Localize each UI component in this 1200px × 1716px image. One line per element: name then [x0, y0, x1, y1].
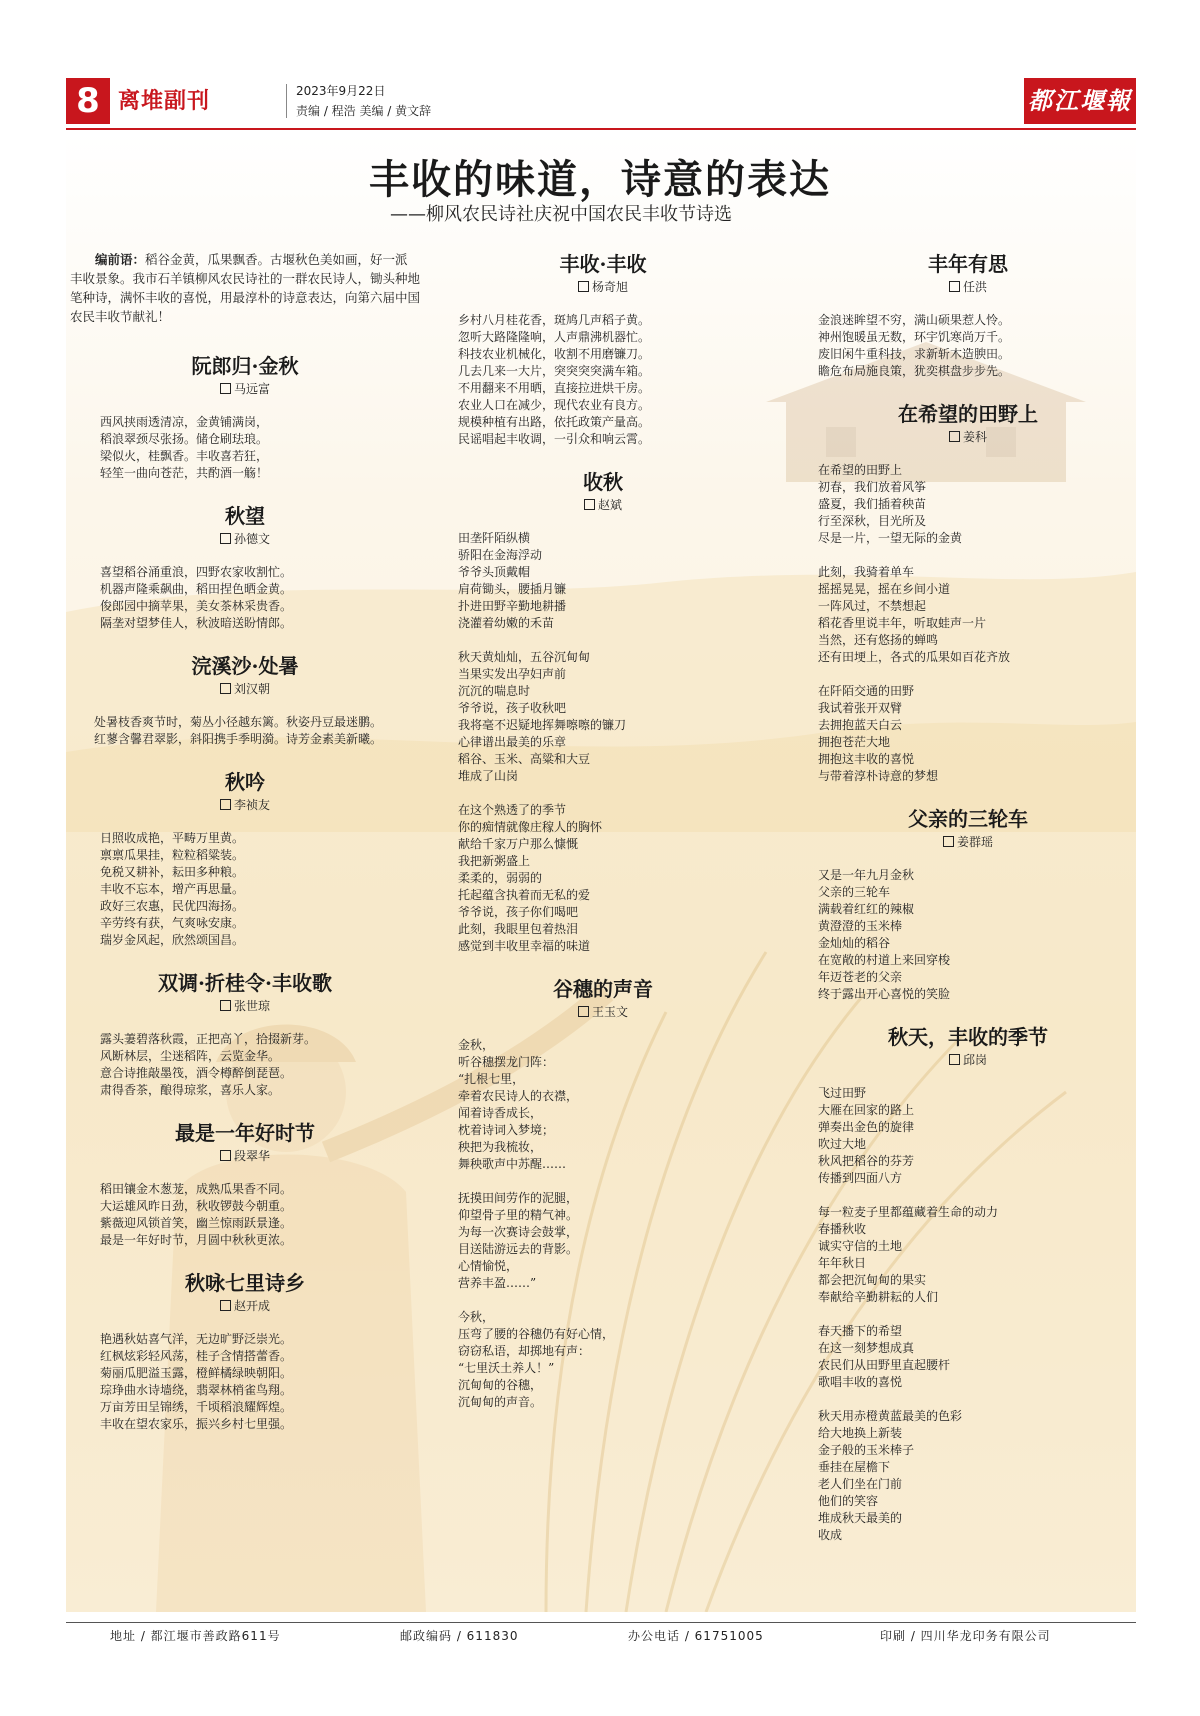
poem-author: 孙德文: [70, 530, 420, 548]
footer-address: 地址 / 都江堰市善政路611号: [110, 1629, 281, 1643]
poem-line: 堆成秋天最美的: [818, 1511, 903, 1525]
poem-line: 奉献给辛勤耕耘的人们: [818, 1290, 939, 1304]
poem: [818, 1023, 1118, 1544]
poem-title: 收秋: [583, 470, 623, 494]
poem-author: 任洪: [818, 278, 1118, 296]
poem-line: 神州饱暖虽无数，环宇饥寒尚万千。: [818, 330, 1011, 344]
poem-line: 他们的笑容: [818, 1494, 879, 1508]
poem-line: 父亲的三轮车: [818, 885, 891, 899]
poem-line: 禀禀瓜果挂，粒粒稻粱装。: [100, 848, 245, 862]
poem-body: [70, 1331, 420, 1433]
poem-line: 满载着红红的辣椒: [818, 902, 915, 916]
poem-line: 黄澄澄的玉米棒: [818, 919, 903, 933]
poem-line: 爷爷头顶戴帽: [458, 565, 531, 579]
poem-line: 终于露出开心喜悦的笑脸: [818, 987, 951, 1001]
poem-line: 目送陆游远去的背影。: [458, 1242, 579, 1256]
poem-line: 西风挟雨透清凉，金黄铺满岗，: [100, 415, 269, 429]
poem: [70, 768, 420, 949]
poem-line: 风断林层，尘迷稻阵，云览金华。: [100, 1049, 281, 1063]
poem-line: 抚摸田间劳作的泥腿，: [458, 1191, 579, 1205]
poem-line: 爷爷说，孩子你们喝吧: [458, 905, 579, 919]
poem-line: 不用翻来不用晒，直接拉进烘干房。: [458, 381, 651, 395]
column-middle: [458, 250, 748, 1431]
article-title: 丰收的味道，诗意的表达: [369, 156, 831, 203]
page-number: 8: [66, 78, 110, 124]
poem-line: 浇灌着幼嫩的禾苗: [458, 616, 555, 630]
poem-line: 弹奏出金色的旋律: [818, 1120, 915, 1134]
poem-line: 丰收不忘本，增产再思量。: [100, 882, 245, 896]
poem: [70, 1119, 420, 1249]
poem-body: [70, 1031, 420, 1099]
poem-line: 沉甸甸的声音。: [458, 1395, 543, 1409]
poem-line: 农民们从田野里直起腰杆: [818, 1358, 951, 1372]
poem-line: 老人们坐在门前: [818, 1477, 903, 1491]
poem: [458, 250, 748, 448]
poem-author: 王玉文: [458, 1003, 748, 1021]
poem-line: 规模种植有出路，依托政策产量高。: [458, 415, 651, 429]
poem-line: 传播到四面八方: [818, 1171, 903, 1185]
poem: [458, 468, 748, 955]
poem-line: 扑进田野辛勤地耕播: [458, 599, 567, 613]
poem-title: 阮郎归·金秋: [191, 354, 299, 378]
poem-author: 马远富: [70, 380, 420, 398]
poem-line: 紫薇迎风锁首笑，幽兰惊雨跃景逢。: [100, 1216, 293, 1230]
poem-line: 感觉到丰收里幸福的味道: [458, 939, 591, 953]
poem-author: 赵开成: [70, 1297, 420, 1315]
poem-line: 此刻，我骑着单车: [818, 565, 915, 579]
poem-line: 金灿灿的稻谷: [818, 936, 891, 950]
poem-line: 处暑枝香爽节时，菊丛小径越东篱。秋姿丹豆最迷鹏。: [94, 715, 383, 729]
poem-line: 当然，还有悠扬的蝉鸣: [818, 633, 939, 647]
poem-title: 秋吟: [225, 770, 265, 794]
poem-line: 年年秋日: [818, 1256, 867, 1270]
poem-line: 去拥抱蓝天白云: [818, 718, 903, 732]
poem-line: 垂挂在屋檐下: [818, 1460, 891, 1474]
poem-line: 大雁在回家的路上: [818, 1103, 915, 1117]
poem-line: 秋风把稻谷的芬芳: [818, 1154, 915, 1168]
poem-title: 丰收·丰收: [559, 252, 647, 276]
poem-line: 今秋，: [458, 1310, 495, 1324]
footer-postcode: 邮政编码 / 611830: [400, 1629, 519, 1643]
poem-line: 隔垄对望梦佳人，秋波暗送盼情郎。: [100, 616, 293, 630]
poem-line: 舞秧歌声中苏醒……: [458, 1157, 567, 1171]
poem-line: 春播秋收: [818, 1222, 867, 1236]
column-left: [70, 250, 420, 1453]
poem-author: 李祯友: [70, 796, 420, 814]
poem-author: 段翠华: [70, 1147, 420, 1165]
poem-line: 与带着淳朴诗意的梦想: [818, 769, 939, 783]
editor-note-text: 稻谷金黄，瓜果飘香。古堰秋色美如画，好一派丰收景象。我市石羊镇柳风农民诗社的一群农民诗人，锄头种地笔种诗，满怀丰收的喜悦，用最淳朴的诗意表达，向第六届中国农民丰收节献礼！: [70, 252, 421, 324]
stanza-break: [458, 1292, 748, 1309]
poem-line: 此刻，我眼里包着热泪: [458, 922, 579, 936]
poem-line: 艳遇秋姑喜气洋，无边旷野泛崇光。: [100, 1332, 293, 1346]
poem: [70, 652, 420, 748]
poem-body: [818, 867, 1118, 1003]
poem: [70, 502, 420, 632]
poem-line: 当果实发出孕妇声前: [458, 667, 567, 681]
poem-line: “七里沃土养人！”: [458, 1361, 555, 1375]
poem-line: 田垄阡陌纵横: [458, 531, 531, 545]
editors: 责编 / 程浩 美编 / 黄文辞: [296, 104, 432, 118]
poem-line: 骄阳在金海浮动: [458, 548, 543, 562]
poem-line: 爷爷说，孩子收秋吧: [458, 701, 567, 715]
poem-line: 菊丽瓜肥溢玉露，橙鲜橘绿映朝阳。: [100, 1366, 293, 1380]
poem-line: 沉甸甸的谷穗，: [458, 1378, 543, 1392]
poem-list-middle: [458, 250, 748, 1411]
footer-printer: 印刷 / 四川华龙印务有限公司: [880, 1629, 1051, 1643]
poem-line: 沉沉的喘息时: [458, 684, 531, 698]
poem-line: 辛劳终有获，气爽咏安康。: [100, 916, 245, 930]
poem-body: [70, 830, 420, 949]
poem-line: “扎根七里，: [458, 1072, 525, 1086]
poem-line: 红蓼含馨君翠影，斜阳携手季明漪。诗芳金素美新曦。: [94, 732, 383, 746]
poem-line: 稻花香里说丰年，听取蛙声一片: [818, 616, 987, 630]
poem-line: 农业人口在减少，现代农业有良方。: [458, 398, 651, 412]
poem-line: 营养丰盈……”: [458, 1276, 537, 1290]
poem-author: 杨奇旭: [458, 278, 748, 296]
poem-line: 在这个熟透了的季节: [458, 803, 567, 817]
stanza-break: [818, 547, 1118, 564]
poem-line: 行至深秋，目光所及: [818, 514, 927, 528]
poem-body: [70, 414, 420, 482]
poem-line: 日照收成艳，平畴万里黄。: [100, 831, 245, 845]
poem-line: 瑞岁金风起，欣然颂国昌。: [100, 933, 245, 947]
poem-line: 几去几来一大片，突突突突满车箱。: [458, 364, 651, 378]
poem-line: 我试着张开双臂: [818, 701, 903, 715]
poem-list-right: [818, 250, 1118, 1544]
poem-body: [818, 462, 1118, 785]
poem-line: 在希望的田野上: [818, 463, 903, 477]
poem-line: 你的痴情就像庄稼人的胸怀: [458, 820, 603, 834]
article-subtitle: ——柳风农民诗社庆祝中国农民丰收节诗选: [390, 204, 732, 225]
poem-title: 父亲的三轮车: [908, 807, 1028, 831]
stanza-break: [458, 785, 748, 802]
poem-author: 赵斌: [458, 496, 748, 514]
poem-line: 大运雄风昨日劲，秋收锣鼓今朝重。: [100, 1199, 293, 1213]
poem-line: 都会把沉甸甸的果实: [818, 1273, 927, 1287]
poem-line: 年迈苍老的父亲: [818, 970, 903, 984]
stanza-break: [458, 632, 748, 649]
poem-body: [70, 1181, 420, 1249]
poem-line: 我把新粥盛上: [458, 854, 531, 868]
poem-title: 丰年有思: [928, 252, 1008, 276]
poem-line: 托起蕴含执着而无私的爱: [458, 888, 591, 902]
poem-author: 邱岗: [818, 1051, 1118, 1069]
header-divider: [286, 84, 287, 118]
poem-line: 闻着诗香成长，: [458, 1106, 543, 1120]
poem-line: 我将毫不迟疑地挥舞嚓嚓的镰刀: [458, 718, 627, 732]
poem-title: 在希望的田野上: [898, 402, 1038, 426]
poem-line: 乡村八月桂花香，斑鸠几声稻子黄。: [458, 313, 651, 327]
poem-title: 最是一年好时节: [175, 1121, 315, 1145]
poem-body: [70, 714, 420, 748]
poem-line: 拥抱这丰收的喜悦: [818, 752, 915, 766]
poem-author: 张世琼: [70, 997, 420, 1015]
poem-body: [458, 1037, 748, 1411]
poem-title: 谷穗的声音: [553, 977, 653, 1001]
poem-body: [70, 564, 420, 632]
poem-line: 为每一次赛诗会鼓掌，: [458, 1225, 579, 1239]
poem-line: 春天播下的希望: [818, 1324, 903, 1338]
poem-line: 给大地换上新装: [818, 1426, 903, 1440]
poem-author: 姜群瑶: [818, 833, 1118, 851]
poem-line: 忽听大路隆隆响，人声鼎沸机器忙。: [458, 330, 651, 344]
poem-line: 金浪迷眸望不穷，满山硕果惹人怜。: [818, 313, 1011, 327]
poem: [818, 250, 1118, 380]
poem-line: 肃得香茶，酿得琼浆，喜乐人家。: [100, 1083, 281, 1097]
poem-line: 听谷穗摆龙门阵：: [458, 1055, 555, 1069]
poem-line: 金子般的玉米棒子: [818, 1443, 915, 1457]
poem-line: 在阡陌交通的田野: [818, 684, 915, 698]
poem-title: 秋天，丰收的季节: [888, 1025, 1048, 1049]
poem-line: 秧把为我梳妆，: [458, 1140, 543, 1154]
issue-date: 2023年9月22日: [296, 84, 386, 98]
poem-body: [458, 312, 748, 448]
poem-line: 红枫炫彩轻风荡，桂子含情搭蕾香。: [100, 1349, 293, 1363]
poem-line: 喜望稻谷涌重浪，四野农家收割忙。: [100, 565, 293, 579]
poem-line: 稻谷、玉米、高粱和大豆: [458, 752, 591, 766]
poem-line: 一阵风过，不禁想起: [818, 599, 927, 613]
column-right: [818, 250, 1118, 1564]
poem-line: 诚实守信的土地: [818, 1239, 903, 1253]
poem-line: 心律谱出最美的乐章: [458, 735, 567, 749]
stanza-break: [818, 1306, 1118, 1323]
poem-line: 金秋，: [458, 1038, 495, 1052]
poem-line: 民谣唱起丰收调，一引众和响云霄。: [458, 432, 651, 446]
stanza-break: [818, 1187, 1118, 1204]
poem-line: 每一粒麦子里都蕴藏着生命的动力: [818, 1205, 999, 1219]
poem-line: 尽是一片，一望无际的金黄: [818, 531, 963, 545]
poem-line: 琮琤曲水诗墙绕，翡翠林梢雀鸟翔。: [100, 1383, 293, 1397]
poem: [818, 400, 1118, 785]
poem-line: 窃窃私语，却掷地有声：: [458, 1344, 591, 1358]
poem-line: 丰收在望农家乐，振兴乡村七里强。: [100, 1417, 293, 1431]
poem-line: 瞻危布局施良策，犹奕棋盘步步先。: [818, 364, 1011, 378]
poem-line: 科技农业机械化，收割不用磨镰刀。: [458, 347, 651, 361]
poem-line: 废旧闲牛重科技，求新斩木造腴田。: [818, 347, 1011, 361]
poem: [458, 975, 748, 1411]
poem-line: 摇摇晃晃，摇在乡间小道: [818, 582, 951, 596]
poem-title: 秋咏七里诗乡: [185, 1271, 305, 1295]
poem-body: [818, 312, 1118, 380]
poem-line: 秋天黄灿灿，五谷沉甸甸: [458, 650, 591, 664]
poem-list-left: [70, 352, 420, 1433]
poem-title: 双调·折桂令·丰收歌: [158, 971, 332, 995]
poem-line: 吹过大地: [818, 1137, 867, 1151]
poem-body: [458, 530, 748, 955]
poem-author: 姜科: [818, 428, 1118, 446]
poem-line: 收成: [818, 1528, 843, 1542]
poem: [70, 352, 420, 482]
footer-rule: [66, 1622, 1136, 1623]
stanza-break: [818, 1391, 1118, 1408]
poem: [70, 1269, 420, 1433]
poem-line: 免税又耕补，耘田多种粮。: [100, 865, 245, 879]
poem-title: 秋望: [225, 504, 265, 528]
stanza-break: [458, 1173, 748, 1190]
poem-line: 还有田埂上，各式的瓜果如百花齐放: [818, 650, 1011, 664]
poem-line: 拥抱苍茫大地: [818, 735, 891, 749]
poem-line: 仰望骨子里的精气神。: [458, 1208, 579, 1222]
editor-note-label: 编前语：: [95, 252, 146, 267]
newspaper-logo: 都江堰報: [1024, 78, 1136, 124]
poem-line: 飞过田野: [818, 1086, 867, 1100]
poem-line: 露头萋碧落秋霞，正把高丫，拾掇新芽。: [100, 1032, 317, 1046]
poem-line: 梁似火，桂飘香。丰收喜若狂，: [100, 449, 269, 463]
poem-line: 盛夏，我们插着秧苗: [818, 497, 927, 511]
poem-line: 枕着诗词入梦境；: [458, 1123, 555, 1137]
poem-line: 心情愉悦，: [458, 1259, 519, 1273]
poem-line: 稻田镶金木葱茏，成熟瓜果香不同。: [100, 1182, 293, 1196]
poem-author: 刘汉朝: [70, 680, 420, 698]
poem-line: 在这一刻梦想成真: [818, 1341, 915, 1355]
poem-line: 柔柔的，弱弱的: [458, 871, 543, 885]
poem-line: 初春，我们放着风筝: [818, 480, 927, 494]
poem-line: 意合诗推敲墨筏，酒令樽醉倒琵琶。: [100, 1066, 293, 1080]
poem-line: 献给千家万户那么慷慨: [458, 837, 579, 851]
masthead: [66, 78, 1136, 124]
poem-line: 政好三农惠，民优四海扬。: [100, 899, 245, 913]
poem-line: 肩荷锄头，腰插月镰: [458, 582, 567, 596]
poem-line: 牵着农民诗人的衣襟，: [458, 1089, 579, 1103]
poem-line: 最是一年好时节，月圆中秋秋更浓。: [100, 1233, 293, 1247]
poem-line: 万亩芳田呈锦绣，千顷稻浪耀辉煌。: [100, 1400, 293, 1414]
poem-line: 俊郎园中摘苹果，美女茶林采贵香。: [100, 599, 293, 613]
poem: [818, 805, 1118, 1003]
header-rule: [66, 128, 1136, 130]
poem-line: 压弯了腰的谷穗仍有好心情，: [458, 1327, 615, 1341]
poem: [70, 969, 420, 1099]
editor-note: [70, 250, 420, 326]
poem-line: 机器声隆乘飙曲，稻田捏色晒金黄。: [100, 582, 293, 596]
poem-line: 歌唱丰收的喜悦: [818, 1375, 903, 1389]
section-name: 离堆副刊: [118, 89, 211, 114]
poem-line: 在宽敞的村道上来回穿梭: [818, 953, 951, 967]
poem-line: 稻浪翠颈尽张扬。储仓刷珐琅。: [100, 432, 269, 446]
stanza-break: [818, 666, 1118, 683]
poem-line: 堆成了山岗: [458, 769, 519, 783]
poem-body: [818, 1085, 1118, 1544]
poem-line: 又是一年九月金秋: [818, 868, 915, 882]
footer-phone: 办公电话 / 61751005: [628, 1629, 764, 1643]
poem-title: 浣溪沙·处暑: [191, 654, 299, 678]
poem-line: 轻笙一曲向苍茫，共酌酒一觞！: [100, 466, 269, 480]
poem-line: 秋天用赤橙黄蓝最美的色彩: [818, 1409, 963, 1423]
